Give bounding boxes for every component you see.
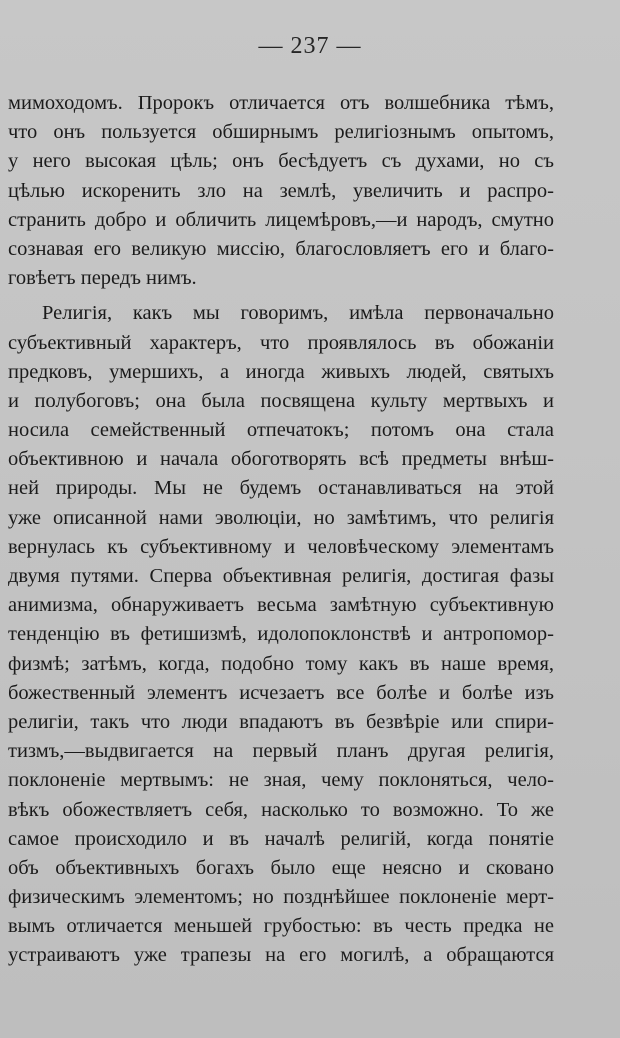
text-line: религiи, такъ что люди впадаютъ въ безвѣрiе или спири-	[8, 710, 554, 733]
text-line: ней природы. Мы не будемъ останавливаться на этой	[8, 477, 554, 500]
text-line: цѣлью искоренить зло на землѣ, увеличить и распро-	[8, 179, 554, 202]
text-line: говѣетъ передъ нимъ.	[8, 267, 197, 290]
text-line: субъективный характеръ, что проявлялось въ обожанiи	[8, 331, 554, 354]
text-line: вѣкъ обожествляетъ себя, насколько то возможно. То же	[8, 798, 554, 821]
paragraph	[8, 299, 554, 970]
text-line: сознавая его великую миссiю, благословляетъ его и благо-	[8, 237, 554, 260]
text-line: вернулась къ субъективному и человѣческому элементамъ	[8, 535, 554, 558]
text-line: и полубоговъ; она была посвящена культу мертвыхъ и	[8, 389, 554, 412]
text-line: мимоходомъ. Пророкъ отличается отъ волшебника тѣмъ,	[8, 92, 554, 114]
text-line: тенденцiю въ фетишизмѣ, идолопоклонствѣ и антропомор-	[8, 623, 554, 646]
text-line: самое происходило и въ началѣ религiй, когда понятiе	[8, 827, 554, 850]
text-line: поклоненiе мертвымъ: не зная, чему поклоняться, чело-	[8, 769, 554, 792]
text-line: вымъ отличается меньшей грубостью: въ честь предка не	[8, 915, 554, 938]
text-line: Религiя, какъ мы говоримъ, имѣла первоначально	[42, 302, 554, 325]
text-line: устраиваютъ уже трапезы на его могилѣ, а обращаются	[8, 944, 554, 967]
text-line: объективною и начала обоготворять всѣ предметы внѣш-	[8, 448, 554, 471]
text-line: тизмъ,—выдвигается на первый планъ другая религiя,	[8, 740, 554, 763]
text-line: носила семейственный отпечатокъ; потомъ она стала	[8, 419, 554, 442]
text-line: у него высокая цѣль; онъ бесѣдуетъ съ духами, но съ	[8, 150, 554, 173]
text-line: божественный элементъ исчезаетъ все болѣе и болѣе изъ	[8, 681, 554, 704]
paragraph	[8, 89, 554, 293]
body-text	[8, 89, 554, 971]
text-line: что онъ пользуется обширнымъ религiознымъ опытомъ,	[8, 121, 554, 144]
text-line: двумя путями. Сперва объективная религiя, достигая фазы	[8, 565, 554, 587]
text-line: уже описанной нами эволюцiи, но замѣтимъ, что религiя	[8, 506, 554, 529]
text-line: физическимъ элементомъ; но позднѣйшее поклоненiе мерт-	[8, 886, 554, 909]
text-line: физмѣ; затѣмъ, когда, подобно тому какъ въ наше время,	[8, 652, 554, 675]
page-number: — 237 —	[258, 33, 362, 59]
text-line: анимизма, обнаруживаетъ весьма замѣтную субъективную	[8, 594, 554, 617]
text-line: предковъ, умершихъ, а иногда живыхъ людей, святыхъ	[8, 360, 554, 383]
text-line: объ объективныхъ богахъ было еще неясно и сковано	[8, 856, 554, 879]
text-line: странить добро и обличить лицемѣровъ,—и народъ, смутно	[8, 208, 554, 231]
